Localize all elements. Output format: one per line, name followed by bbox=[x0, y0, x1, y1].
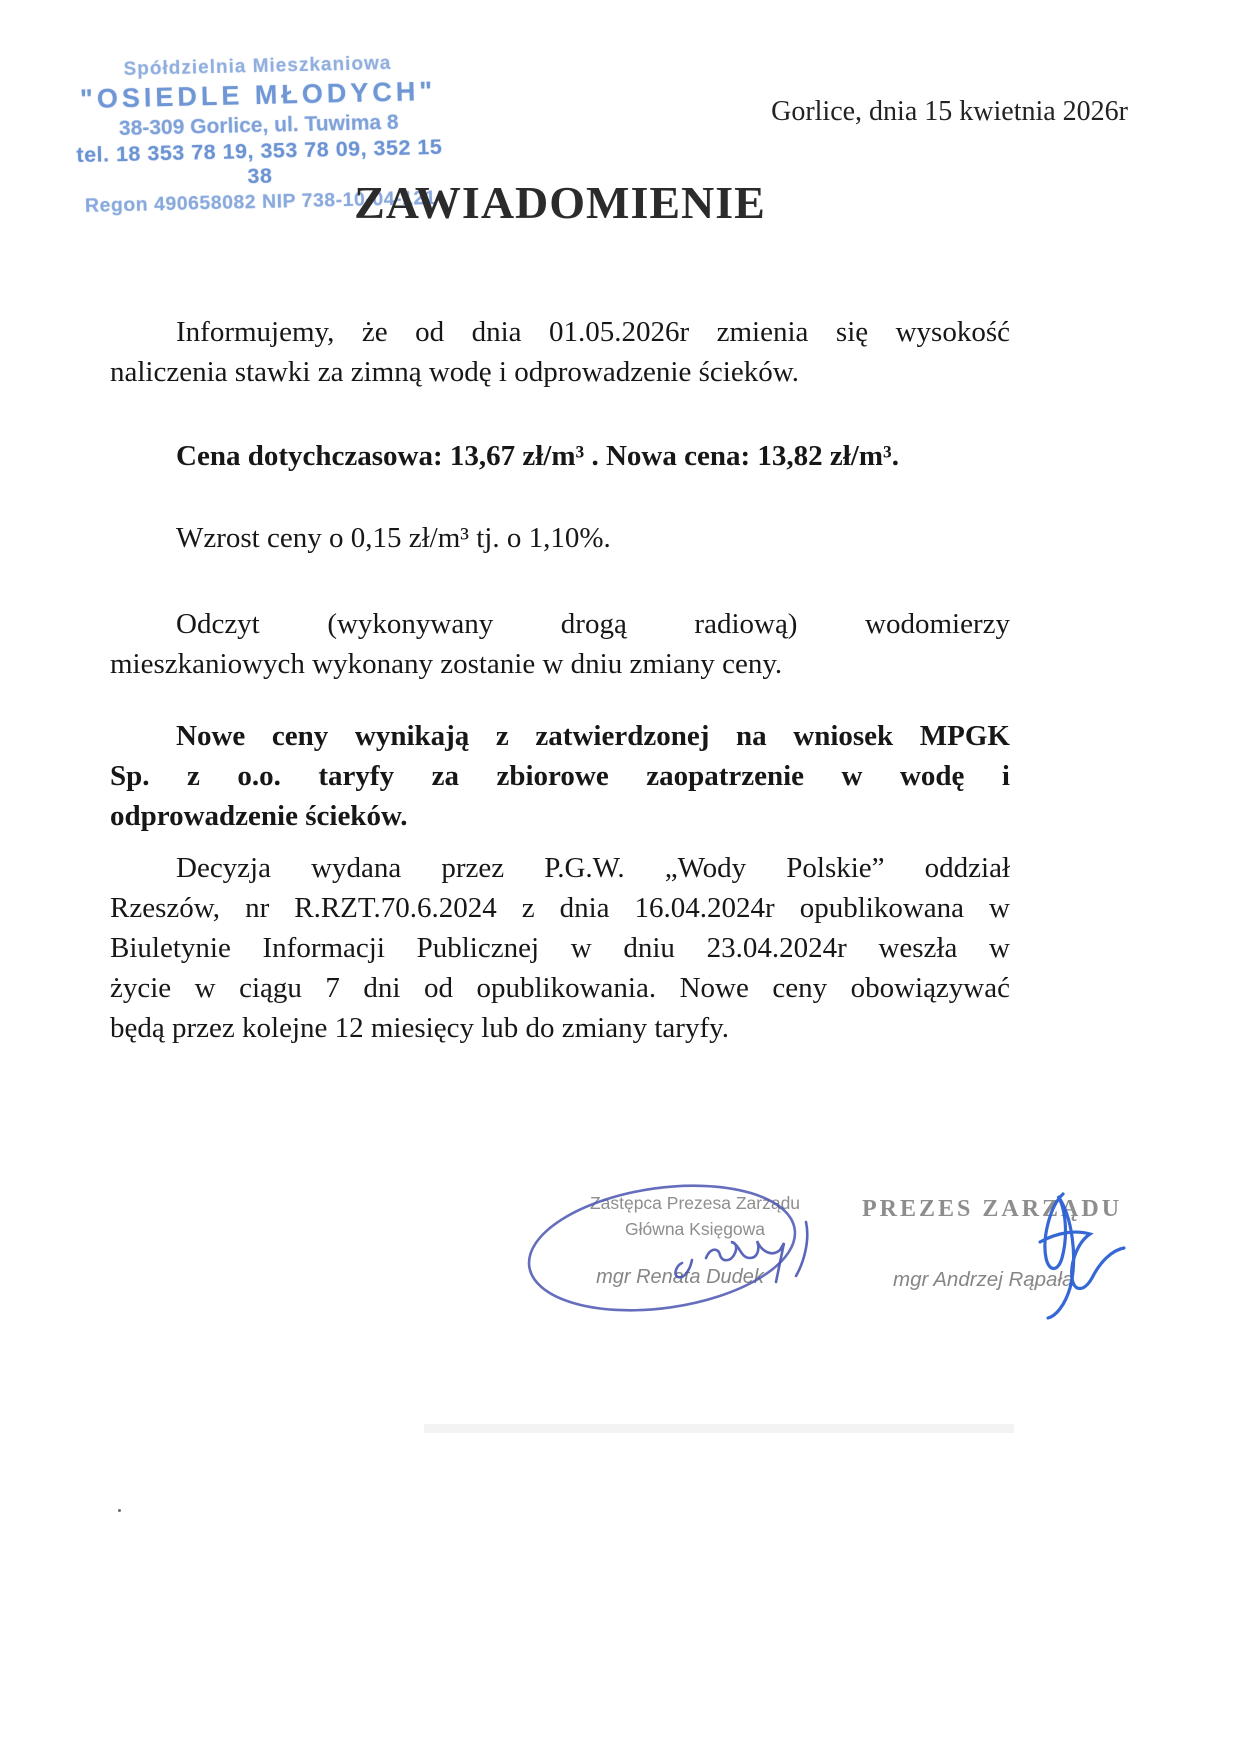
role-deputy-president: Zastępca Prezesa Zarządu bbox=[589, 1193, 801, 1213]
paragraph-decision bbox=[110, 848, 1010, 1048]
stamp-line-address: 38-309 Gorlice, ul. Tuwima 8 bbox=[118, 110, 399, 141]
date-line: Gorlice, dnia 15 kwietnia 2026r bbox=[771, 96, 1128, 127]
body-line: mieszkaniowych wykonany zostanie w dniu zmiany ceny. bbox=[110, 648, 783, 680]
body-line: Biuletynie Informacji Publicznej w dniu 23.04.2024r weszła w bbox=[110, 932, 1010, 964]
increase-line: Wzrost ceny o 0,15 zł/m³ tj. o 1,10%. bbox=[176, 522, 611, 554]
right-signature-name-stamp: mgr Andrzej Rąpała bbox=[893, 1268, 1074, 1291]
right-signature-role-stamp: PREZES ZARZĄDU bbox=[862, 1196, 1123, 1222]
role-chief-accountant: Główna Księgowa bbox=[624, 1219, 766, 1239]
stamp-line-regon-nip: Regon 490658082 NIP 738-10-04-121 bbox=[84, 187, 437, 217]
left-signature-name-stamp: mgr Renata Dudek bbox=[596, 1266, 764, 1288]
page-title: ZAWIADOMIENIE bbox=[354, 177, 766, 228]
body-line: Sp. z o.o. taryfy za zbiorowe zaopatrzenie w wodę i bbox=[110, 760, 1010, 792]
stamp-line-name: "OSIEDLE MŁODYCH" bbox=[79, 75, 437, 115]
body-line: Informujemy, że od dnia 01.05.2026r zmienia się wysokość bbox=[176, 316, 1010, 348]
paragraph-tariff bbox=[110, 716, 1010, 836]
paragraph-meter-reading bbox=[110, 604, 1010, 684]
price-line: Cena dotychczasowa: 13,67 zł/m³ . Nowa cena: 13,82 zł/m³. bbox=[176, 440, 899, 472]
stamp-line-phones: tel. 18 353 78 19, 353 78 09, 352 15 38 bbox=[76, 134, 443, 189]
body-line: Rzeszów, nr R.RZT.70.6.2024 z dnia 16.04.2024r opublikowana w bbox=[110, 892, 1010, 924]
body-line: Odczyt (wykonywany drogą radiową) wodomierzy bbox=[176, 608, 1010, 640]
body-line: odprowadzenie ścieków. bbox=[110, 800, 408, 832]
scan-artifact-dot bbox=[118, 1509, 121, 1512]
body-line: Decyzja wydana przez P.G.W. „Wody Polskie” oddział bbox=[176, 852, 1010, 884]
left-signature-role-stamp bbox=[572, 1190, 818, 1242]
body-line: naliczenia stawki za zimną wodę i odprowadzenie ścieków. bbox=[110, 356, 800, 388]
stamp-line-company: Spółdzielnia Mieszkaniowa bbox=[123, 52, 392, 81]
letter-body bbox=[110, 312, 1010, 1048]
paragraph-intro bbox=[110, 312, 1010, 392]
body-line: będą przez kolejne 12 miesięcy lub do zmiany taryfy. bbox=[110, 1012, 729, 1044]
scan-artifact-band bbox=[424, 1424, 1014, 1433]
body-line: Nowe ceny wynikają z zatwierdzonej na wniosek MPGK bbox=[176, 720, 1010, 752]
body-line: życie w ciągu 7 dni od opublikowania. Nowe ceny obowiązywać bbox=[110, 972, 1010, 1004]
